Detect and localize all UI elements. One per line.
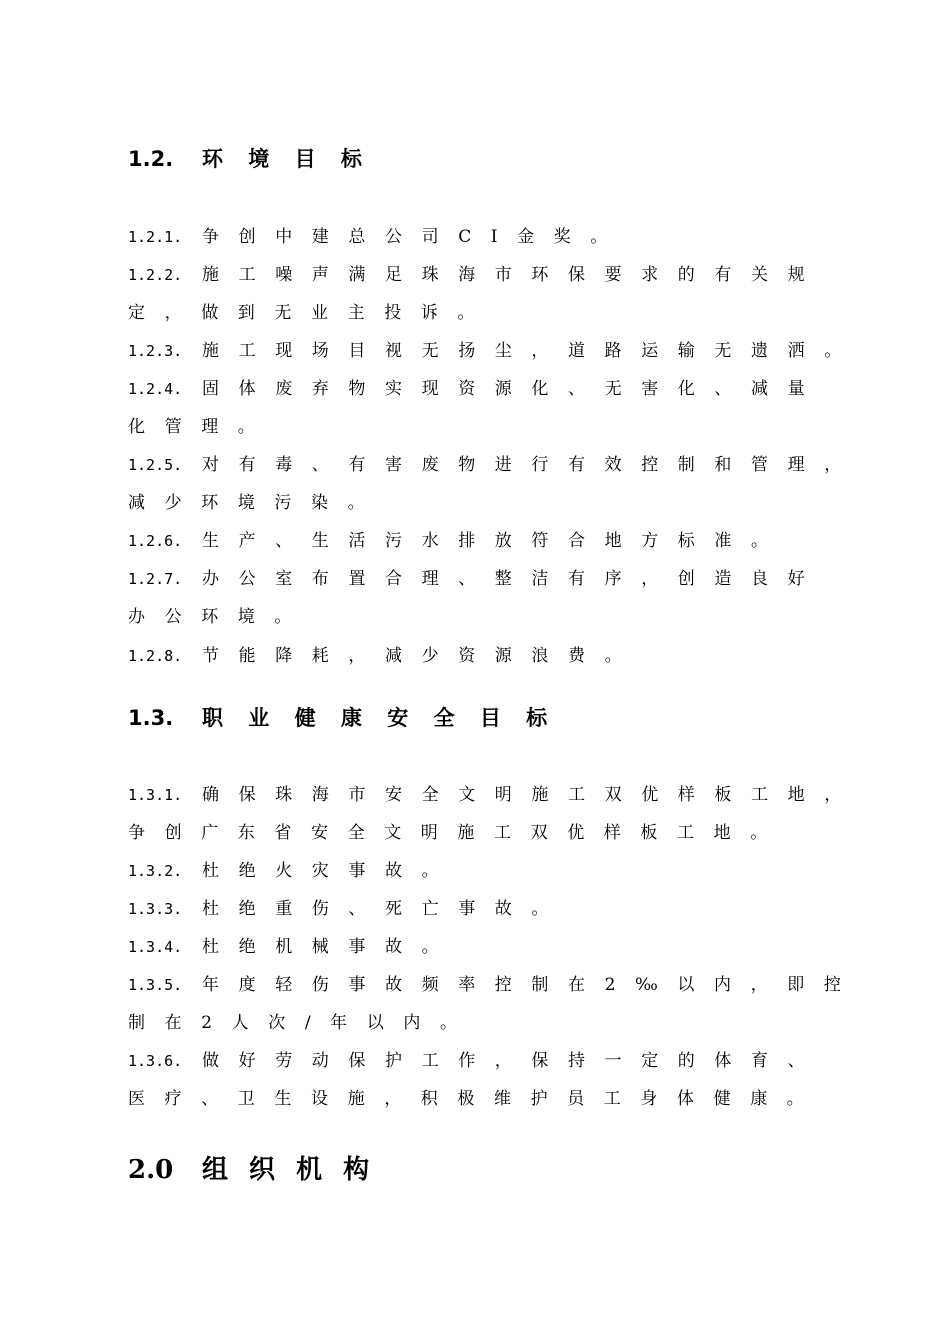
item-number: 1.3.1. — [128, 786, 183, 804]
item-text: 制在2人次/年以内。 — [128, 1013, 477, 1033]
list-item-continuation — [128, 1088, 823, 1110]
list-item — [128, 454, 861, 476]
list-item — [128, 898, 568, 920]
list-item — [128, 784, 861, 806]
item-number: 1.3.5. — [128, 976, 183, 994]
section-number: 1.3. — [128, 706, 174, 730]
list-item — [128, 1050, 824, 1072]
item-text: 生产、生活污水排放符合地方标准。 — [202, 531, 788, 551]
list-item-continuation — [128, 302, 494, 324]
list-item — [128, 264, 824, 286]
list-item-continuation — [128, 1012, 477, 1034]
item-number: 1.2.3. — [128, 342, 183, 360]
list-item — [128, 226, 627, 248]
list-item — [128, 568, 824, 590]
list-item — [128, 936, 458, 958]
list-item — [128, 340, 861, 362]
item-text: 办公室布置合理、整洁有序，创造良好 — [202, 569, 825, 589]
item-text: 办公环境。 — [128, 607, 311, 627]
item-text: 医疗、卫生设施，积极维护员工身体健康。 — [128, 1089, 824, 1109]
item-number: 1.2.2. — [128, 266, 183, 284]
item-number: 1.3.4. — [128, 938, 183, 956]
section-number: 1.2. — [128, 147, 174, 171]
item-number: 1.3.3. — [128, 900, 183, 918]
item-text: 施工噪声满足珠海市环保要求的有关规 — [202, 265, 825, 285]
section-title: 环 境 目 标 — [202, 147, 371, 171]
list-item — [128, 974, 860, 996]
item-text: 杜绝机械事故。 — [202, 937, 459, 957]
list-item-continuation — [128, 492, 384, 514]
chapter-title: 组 织 机 构 — [202, 1155, 376, 1185]
chapter-heading-org — [128, 1149, 375, 1186]
item-number: 1.2.4. — [128, 380, 183, 398]
item-text: 年度轻伤事故频率控制在2‰以内，即控 — [202, 975, 861, 995]
item-number: 1.2.7. — [128, 570, 183, 588]
item-number: 1.3.2. — [128, 862, 183, 880]
chapter-number: 2.0 — [128, 1155, 174, 1185]
item-number: 1.2.8. — [128, 647, 183, 665]
list-item-continuation — [128, 416, 274, 438]
list-item-continuation — [128, 606, 311, 628]
item-text: 对有毒、有害废物进行有效控制和管理， — [202, 455, 861, 475]
item-text: 固体废弃物实现资源化、无害化、减量 — [202, 379, 825, 399]
item-number: 1.2.6. — [128, 532, 183, 550]
item-text: 杜绝火灾事故。 — [202, 861, 459, 881]
list-item — [128, 860, 458, 882]
item-number: 1.2.5. — [128, 456, 183, 474]
list-item — [128, 530, 788, 552]
list-item-continuation — [128, 822, 787, 844]
item-text: 施工现场目视无扬尘，道路运输无遗洒。 — [202, 341, 861, 361]
section-heading-health — [128, 702, 556, 732]
section-heading-env — [128, 143, 371, 173]
section-title: 职 业 健 康 安 全 目 标 — [202, 706, 557, 730]
list-item — [128, 645, 641, 667]
item-text: 减少环境污染。 — [128, 493, 385, 513]
item-text: 杜绝重伤、死亡事故。 — [202, 899, 568, 919]
item-text: 做好劳动保护工作，保持一定的体育、 — [202, 1051, 825, 1071]
item-text: 定，做到无业主投诉。 — [128, 303, 494, 323]
item-text: 争创中建总公司CI金奖。 — [202, 227, 627, 247]
item-text: 确保珠海市安全文明施工双优样板工地， — [202, 785, 861, 805]
item-text: 节能降耗，减少资源浪费。 — [202, 646, 642, 666]
item-text: 争创广东省安全文明施工双优样板工地。 — [128, 823, 787, 843]
list-item — [128, 378, 824, 400]
item-number: 1.2.1. — [128, 228, 183, 246]
item-number: 1.3.6. — [128, 1052, 183, 1070]
item-text: 化管理。 — [128, 417, 275, 437]
